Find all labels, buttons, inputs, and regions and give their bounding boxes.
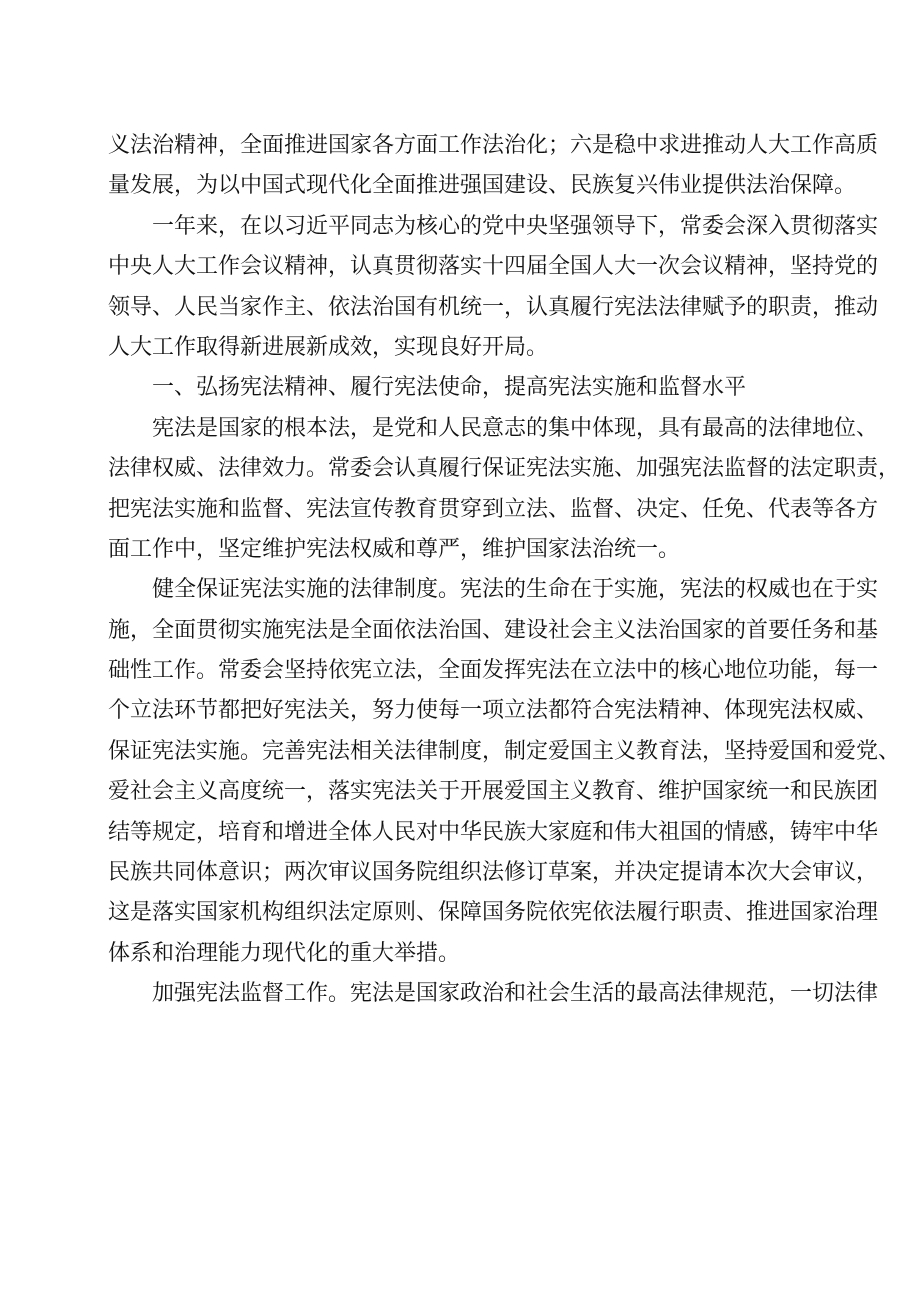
text-line: 中央人大工作会议精神，认真贯彻落实十四届全国人大一次会议精神，坚持党的 xyxy=(108,254,879,280)
text-line: 量发展，为以中国式现代化全面推进强国建设、民族复兴伟业提供法治保障。 xyxy=(108,173,857,199)
text-line: 体系和治理能力现代化的重大举措。 xyxy=(108,940,461,966)
text-line: 领导、人民当家作主、依法治国有机统一，认真履行宪法法律赋予的职责，推动 xyxy=(108,294,879,320)
text-line: 法律权威、法律效力。常委会认真履行保证宪法实施、加强宪法监督的法定职责， xyxy=(108,456,901,482)
body-text xyxy=(108,126,901,1015)
section-heading: 一、弘扬宪法精神、履行宪法使命，提高宪法实施和监督水平 xyxy=(152,375,747,401)
text-line: 结等规定，培育和增进全体人民对中华民族大家庭和伟大祖国的情感，铸牢中华 xyxy=(108,819,879,845)
text-line: 施，全面贯彻实施宪法是全面依法治国、建设社会主义法治国家的首要任务和基 xyxy=(108,617,879,643)
text-line: 加强宪法监督工作。宪法是国家政治和社会生活的最高法律规范，一切法律 xyxy=(152,981,879,1007)
text-line: 础性工作。常委会坚持依宪立法，全面发挥宪法在立法中的核心地位功能，每一 xyxy=(108,658,879,684)
text-line: 健全保证宪法实施的法律制度。宪法的生命在于实施，宪法的权威也在于实 xyxy=(152,577,879,603)
text-line: 义法治精神，全面推进国家各方面工作法治化；六是稳中求进推动人大工作高质 xyxy=(108,133,879,158)
text-line: 人大工作取得新进展新成效，实现良好开局。 xyxy=(108,334,549,360)
text-line: 保证宪法实施。完善宪法相关法律制度，制定爱国主义教育法，坚持爱国和爱党、 xyxy=(108,738,901,764)
text-line: 这是落实国家机构组织法定原则、保障国务院依宪依法履行职责、推进国家治理 xyxy=(108,900,879,926)
text-line: 个立法环节都把好宪法关，努力使每一项立法都符合宪法精神、体现宪法权威、 xyxy=(108,698,879,724)
text-line: 民族共同体意识；两次审议国务院组织法修订草案，并决定提请本次大会审议， xyxy=(108,860,879,886)
text-line: 面工作中，坚定维护宪法权威和尊严，维护国家法治统一。 xyxy=(108,536,681,562)
text-line: 一年来，在以习近平同志为核心的党中央坚强领导下，常委会深入贯彻落实 xyxy=(152,213,879,239)
text-line: 宪法是国家的根本法，是党和人民意志的集中体现，具有最高的法律地位、 xyxy=(152,415,879,441)
text-line: 爱社会主义高度统一，落实宪法关于开展爱国主义教育、维护国家统一和民族团 xyxy=(108,779,879,805)
text-line: 把宪法实施和监督、宪法宣传教育贯穿到立法、监督、决定、任免、代表等各方 xyxy=(108,496,879,522)
